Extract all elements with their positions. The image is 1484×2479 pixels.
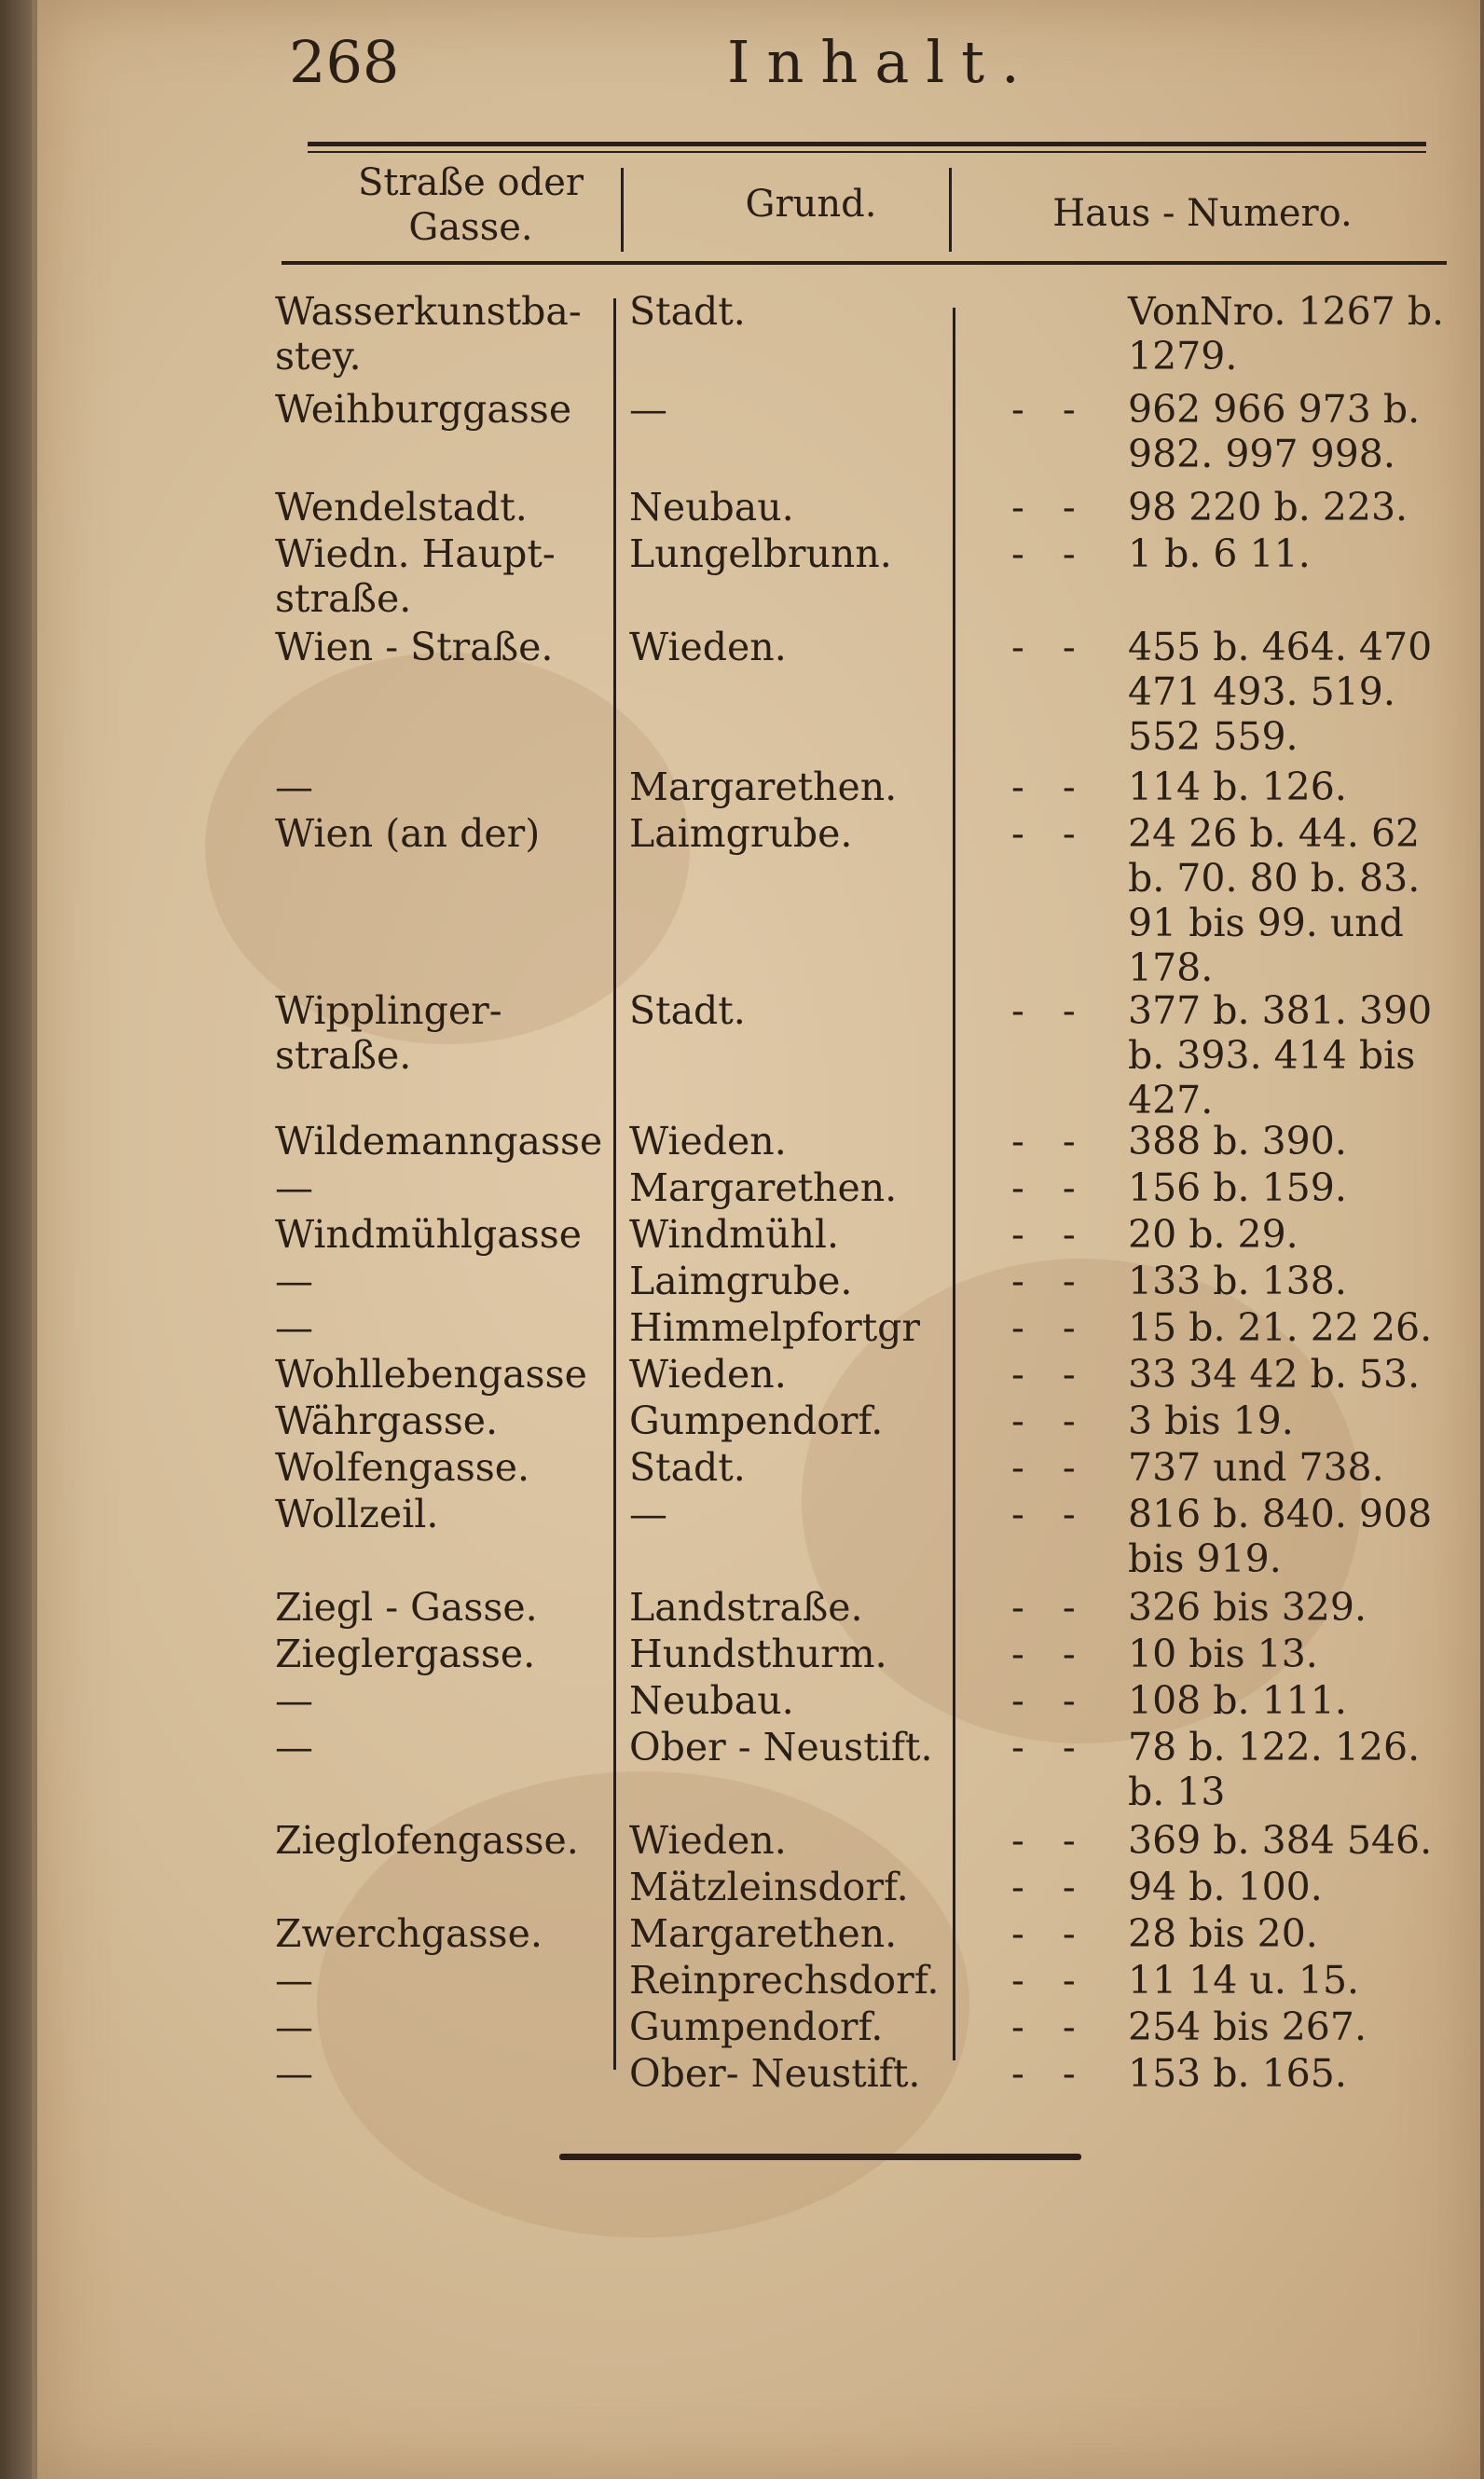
cell-numbers: 98 220 b. 223. xyxy=(1128,485,1408,530)
cell-street: Wien (an der) xyxy=(275,811,541,856)
cell-dash: - - xyxy=(1011,1398,1089,1443)
cell-street: — xyxy=(275,2004,313,2049)
header-divider xyxy=(621,168,624,252)
cell-dash: - - xyxy=(1011,988,1089,1033)
cell-street: Zieglofengasse. xyxy=(275,1818,579,1863)
cell-street: — xyxy=(275,2051,313,2096)
cell-street: Wollzeil. xyxy=(275,1492,439,1536)
column-header-grund: Grund. xyxy=(745,183,877,226)
cell-dash: - - xyxy=(1011,1352,1089,1397)
page-number: 268 xyxy=(289,28,400,96)
cell-street: Wasserkunstba- stey. xyxy=(275,289,582,379)
cell-street: Wildemanngasse xyxy=(275,1119,603,1164)
cell-numbers: 33 34 42 b. 53. xyxy=(1128,1352,1421,1397)
cell-numbers: 108 b. 111. xyxy=(1128,1678,1347,1723)
cell-numbers: 388 b. 390. xyxy=(1128,1119,1347,1164)
cell-grund: Margarethen. xyxy=(629,1911,898,1956)
cell-numbers: 3 bis 19. xyxy=(1128,1398,1294,1443)
cell-numbers: 15 b. 21. 22 26. xyxy=(1128,1305,1433,1350)
cell-numbers: 10 bis 13. xyxy=(1128,1632,1318,1676)
cell-grund: Himmelpfortgr xyxy=(629,1305,921,1350)
cell-dash: - - xyxy=(1011,387,1089,432)
cell-dash: - - xyxy=(1011,1305,1089,1350)
cell-grund: Stadt. xyxy=(629,289,746,334)
cell-grund: Gumpendorf. xyxy=(629,1398,884,1443)
cell-dash: - - xyxy=(1011,1492,1089,1536)
cell-street: Zwerchgasse. xyxy=(275,1911,543,1956)
cell-street: — xyxy=(275,1958,313,2003)
cell-grund: Neubau. xyxy=(629,485,794,530)
cell-grund: Stadt. xyxy=(629,1445,746,1490)
cell-numbers: 114 b. 126. xyxy=(1128,764,1347,809)
cell-dash: - - xyxy=(1011,811,1089,856)
cell-grund: Gumpendorf. xyxy=(629,2004,884,2049)
cell-dash: - - xyxy=(1011,1725,1089,1770)
cell-street: Wohllebengasse xyxy=(275,1352,587,1397)
cell-numbers: 11 14 u. 15. xyxy=(1128,1958,1360,2003)
cell-street: — xyxy=(275,1305,313,1350)
cell-grund: Landstraße. xyxy=(629,1585,863,1630)
cell-grund: Wieden. xyxy=(629,1818,787,1863)
cell-dash: - - xyxy=(1011,1119,1089,1164)
header-rule-top xyxy=(308,142,1426,146)
cell-dash: - - xyxy=(1011,1259,1089,1303)
cell-dash: - - xyxy=(1011,1445,1089,1490)
cell-street: Wolfengasse. xyxy=(275,1445,530,1490)
footer-rule xyxy=(559,2154,1081,2160)
cell-street: Ziegl - Gasse. xyxy=(275,1585,538,1630)
cell-street: — xyxy=(275,1259,313,1303)
cell-dash: - - xyxy=(1011,485,1089,530)
cell-grund: Margarethen. xyxy=(629,764,898,809)
cell-numbers: 133 b. 138. xyxy=(1128,1259,1347,1303)
cell-grund: Laimgrube. xyxy=(629,1259,853,1303)
cell-numbers: 816 b. 840. 908 bis 919. xyxy=(1128,1492,1433,1581)
column-header-street: Straße oder Gasse. xyxy=(357,161,584,249)
cell-numbers: 156 b. 159. xyxy=(1128,1165,1347,1210)
cell-grund: Wieden. xyxy=(629,1352,787,1397)
cell-numbers: 20 b. 29. xyxy=(1128,1212,1298,1257)
cell-dash: - - xyxy=(1011,1865,1089,1909)
cell-dash: - - xyxy=(1011,2004,1089,2049)
cell-numbers: 455 b. 464. 470 471 493. 519. 552 559. xyxy=(1128,625,1433,759)
cell-grund: Neubau. xyxy=(629,1678,794,1723)
cell-grund: Ober - Neustift. xyxy=(629,1725,933,1770)
cell-dash: - - xyxy=(1011,625,1089,669)
cell-dash: - - xyxy=(1011,2051,1089,2096)
cell-grund: Reinprechsdorf. xyxy=(629,1958,940,2003)
cell-grund: Lungelbrunn. xyxy=(629,531,892,576)
cell-numbers: 962 966 973 b. 982. 997 998. xyxy=(1128,387,1421,476)
cell-grund: Windmühl. xyxy=(629,1212,840,1257)
cell-dash: - - xyxy=(1011,1585,1089,1630)
cell-dash: - - xyxy=(1011,1911,1089,1956)
cell-numbers: 377 b. 381. 390 b. 393. 414 bis 427. xyxy=(1128,988,1433,1122)
cell-street: — xyxy=(275,1165,313,1210)
cell-numbers: 1 b. 6 11. xyxy=(1128,531,1311,576)
cell-dash: - - xyxy=(1011,1212,1089,1257)
cell-numbers: 737 und 738. xyxy=(1128,1445,1384,1490)
cell-numbers: 326 bis 329. xyxy=(1128,1585,1367,1630)
cell-dash: - - xyxy=(1011,531,1089,576)
cell-dash: - - xyxy=(1011,1818,1089,1863)
cell-grund: Wieden. xyxy=(629,625,787,669)
cell-street: Zieglergasse. xyxy=(275,1632,536,1676)
cell-numbers: 24 26 b. 44. 62 b. 70. 80 b. 83. 91 bis 99. und 178. xyxy=(1128,811,1421,990)
cell-grund: Margarethen. xyxy=(629,1165,898,1210)
cell-grund: Mätzleinsdorf. xyxy=(629,1865,909,1909)
cell-street: Weihburggasse xyxy=(275,387,572,432)
cell-dash: - - xyxy=(1011,1165,1089,1210)
cell-grund: Wieden. xyxy=(629,1119,787,1164)
cell-street: — xyxy=(275,764,313,809)
cell-dash: - - xyxy=(1011,1678,1089,1723)
column-header-numbers: Haus - Numero. xyxy=(1052,192,1353,235)
header-divider xyxy=(949,168,952,252)
cell-grund: Stadt. xyxy=(629,988,746,1033)
cell-dash: - - xyxy=(1011,1958,1089,2003)
book-gutter xyxy=(0,0,32,2479)
cell-street: Währgasse. xyxy=(275,1398,499,1443)
cell-numbers: 254 bis 267. xyxy=(1128,2004,1367,2049)
book-page xyxy=(32,0,1480,2479)
cell-dash: - - xyxy=(1011,1632,1089,1676)
cell-grund: — xyxy=(629,387,667,432)
cell-street: Wendelstadt. xyxy=(275,485,528,530)
header-rule-bottom xyxy=(282,261,1447,265)
cell-numbers: 78 b. 122. 126. b. 13 xyxy=(1128,1725,1421,1814)
cell-grund: Ober- Neustift. xyxy=(629,2051,921,2096)
cell-grund: Hundsthurm. xyxy=(629,1632,887,1676)
header-rule-top-thin xyxy=(308,151,1426,153)
cell-street: — xyxy=(275,1725,313,1770)
cell-street: — xyxy=(275,1678,313,1723)
cell-street: Wiedn. Haupt- straße. xyxy=(275,531,556,621)
cell-numbers: 369 b. 384 546. xyxy=(1128,1818,1433,1863)
cell-grund: Laimgrube. xyxy=(629,811,853,856)
cell-numbers: 94 b. 100. xyxy=(1128,1865,1323,1909)
cell-numbers: 28 bis 20. xyxy=(1128,1911,1318,1956)
cell-street: Windmühlgasse xyxy=(275,1212,583,1257)
cell-numbers: 153 b. 165. xyxy=(1128,2051,1347,2096)
cell-dash: - - xyxy=(1011,764,1089,809)
cell-numbers: VonNro. 1267 b. 1279. xyxy=(1128,289,1445,379)
cell-street: Wien - Straße. xyxy=(275,625,554,669)
cell-grund: — xyxy=(629,1492,667,1536)
page-title: Inhalt. xyxy=(727,28,1037,96)
cell-street: Wipplinger- straße. xyxy=(275,988,502,1078)
